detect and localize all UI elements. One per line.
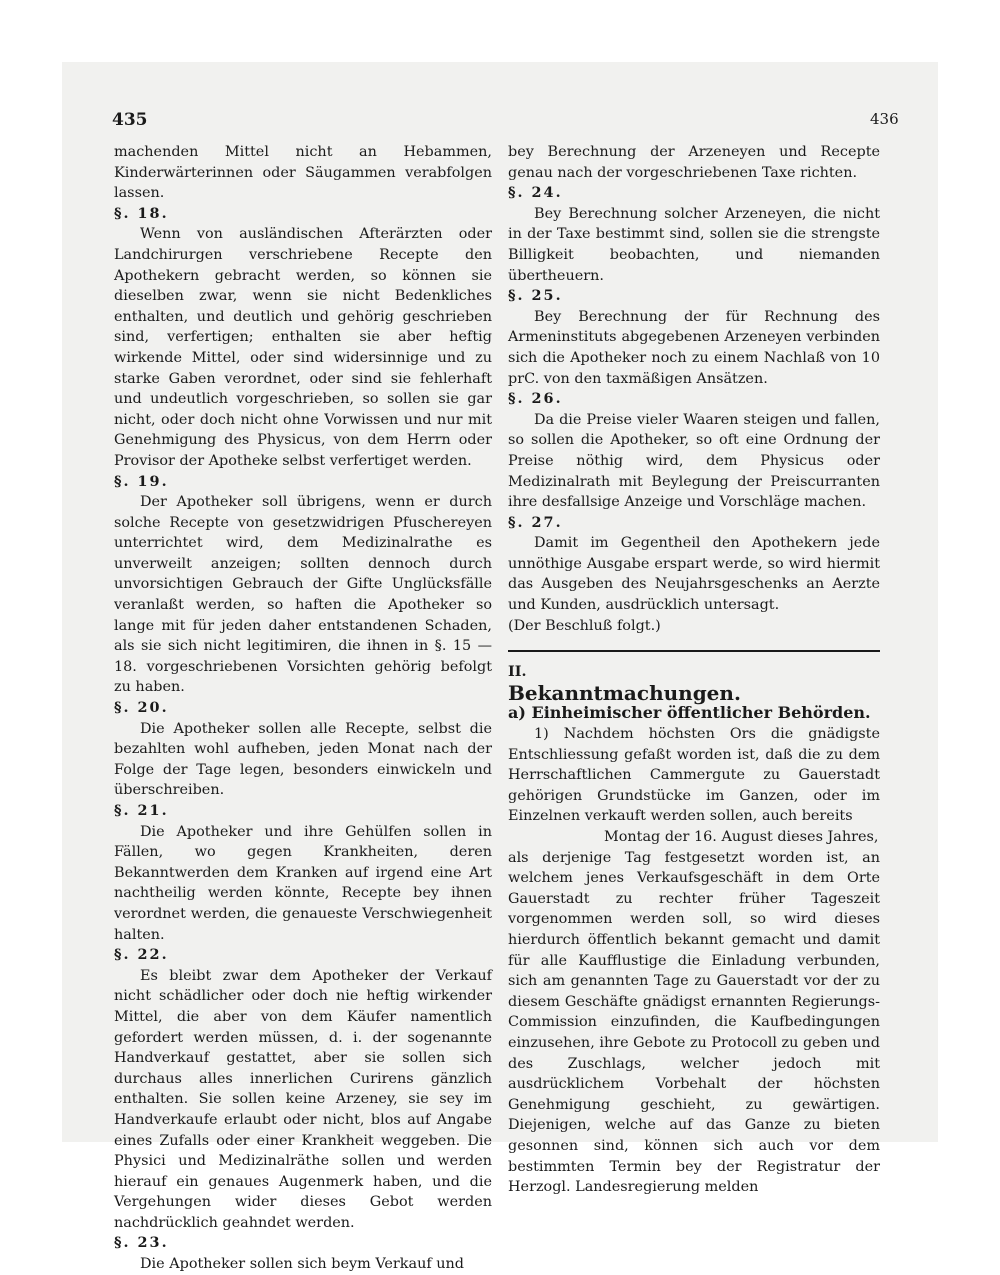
part-numeral: II. (508, 663, 527, 681)
paragraph: bey Berechnung der Arzeneyen und Recepte genau nach der vorgeschriebenen Taxe richten. (508, 144, 880, 181)
section-heading: §. 24. (508, 184, 563, 202)
section-heading: §. 27. (508, 513, 563, 531)
section-heading: §. 20. (114, 699, 169, 717)
section-heading: §. 18. (114, 204, 169, 222)
page-number-right: 436 (870, 110, 899, 128)
section-title: Bekanntmachungen. (508, 680, 741, 705)
subsection-title: a) Einheimischer öffentlicher Behörden. (508, 703, 871, 723)
section-heading: §. 19. (114, 472, 169, 490)
continuation-note: (Der Beschluß folgt.) (508, 617, 661, 634)
section-heading: §. 22. (114, 946, 169, 964)
paragraph: Die Apotheker sollen alle Recepte, selbst die bezahlten wohl aufheben, jeden Monat nach der Folge der Tage legen, besonders einwickeln und überschreiben. (114, 720, 492, 799)
paragraph: Damit im Gegentheil den Apothekern jede unnöthige Ausgabe erspart werde, so wird hiermit das Ausgeben des Neujahrsgeschenks an Aerzte und Kunden, ausdrücklich untersagt. (508, 535, 880, 614)
paragraph: Bey Berechnung der für Rechnung des Armeninstituts abgegebenen Arzeneyen verbinden sich die Apotheker noch zu einem Nachlaß von 10 prC. von den taxmäßigen Ansätzen. (508, 308, 880, 387)
page-number-left: 435 (112, 110, 148, 130)
left-column (114, 142, 492, 1275)
paragraph: Die Apotheker sollen sich beym Verkauf und (140, 1256, 465, 1273)
paragraph: Bey Berechnung solcher Arzeneyen, die nicht in der Taxe bestimmt sind, sollen sie die strengste Billigkeit beobachten, und niemanden übertheuern. (508, 205, 880, 284)
book-spread (62, 62, 938, 1273)
divider (508, 650, 880, 652)
paragraph: machenden Mittel nicht an Hebammen, Kinderwärterinnen oder Säugammen verabfolgen lassen. (114, 144, 492, 202)
paragraph: Die Apotheker und ihre Gehülfen sollen in Fällen, wo gegen Krankheiten, deren Bekanntwerden dem Kranken auf irgend eine Art nachtheilig werden könnte, Recepte bey ihnen verordnet werden, die genaueste Verschwiegenheit halten. (114, 823, 492, 943)
paragraph: Da die Preise vieler Waaren steigen und fallen, so sollen die Apotheker, so oft eine Ordnung der Preise nöthig wird, dem Physicus oder Medizinalrath mit Beylegung der Preiscurranten ihre desfallsige Anzeige und Vorschläge machen. (508, 411, 880, 511)
date-line: Montag der 16. August dieses Jahres, (604, 829, 879, 845)
right-column (508, 142, 880, 1198)
paragraph: als derjenige Tag festgesetzt worden ist, an welchem jenes Verkaufsgeschäft in dem Orte Gauerstadt zu rechter früher Tageszeit vorgenommen werden soll, so wird dieses hierdurch öffentlich bekannt gemacht und damit für alle Kaufflustige die Einladung verbunden, sich am genannten Tage zu Gauerstadt vor der zu diesem Geschäfte gnädigst ernannten Regierungs-Commission einzufinden, die Kaufbedingungen einzusehen, ihre Gebote zu Protocoll zu geben und des Zuschlags, welcher jedoch mit ausdrücklichem Vorbehalt der höchsten Genehmigung geschieht, zu gewärtigen. Diejenigen, welche auf das Ganze zu bieten gesonnen sind, können sich auch vor dem bestimmten Termin bey der Registratur der Herzogl. Landesregierung melden (508, 849, 881, 1196)
paragraph: Der Apotheker soll übrigens, wenn er durch solche Recepte von gesetzwidrigen Pfuschereyen unterrichtet wird, dem Medizinalrathe es unverweilt anzeigen; sollten dennoch durch unvorsichtigen Gebrauch der Gifte Unglücksfälle veranlaßt werden, so haften die Apotheker so lange mit für jeden daher entstandenen Schaden, als sie sich nicht legitimiren, die ihnen in §. 15 — 18. vorgeschriebenen Vorsichten gehörig befolgt zu haben. (114, 494, 492, 696)
section-heading: §. 23. (114, 1234, 169, 1252)
paragraph: Wenn von ausländischen Afterärzten oder Landchirurgen verschriebene Recepte den Apothekern gebracht werden, so können sie dieselben zwar, wenn sie nicht Bedenkliches enthalten, und deutlich und gehörig geschrieben sind, verfertigen; enthalten sie aber heftig wirkende Mittel, oder sind widersinnige und zu starke Gaben verordnet, oder sind sie fehlerhaft und undeutlich vorgeschrieben, so sollen sie gar nicht, oder doch nicht ohne Vorwissen und nur mit Genehmigung des Physicus, von dem Herrn oder Provisor der Apotheke selbst verfertiget werden. (114, 226, 492, 469)
paragraph: Es bleibt zwar dem Apotheker der Verkauf nicht schädlicher oder doch nie heftig wirkender Mittel, die aber von dem Käufer namentlich gefordert werden müssen, d. i. der sogenannte Handverkauf gestattet, aber sie sollen sich durchaus alles innerlichen Curirens gänzlich enthalten. Sie sollen keine Arzeney, sie sey im Handverkaufe erlaubt oder nicht, blos auf Angabe eines Zufalls oder einer Krankheit weggeben. Die Physici und Medizinalräthe sollen und werden hierauf ein genaues Augenmerk haben, und die Vergehungen wider dieses Gebot werden nachdrücklich geahndet werden. (114, 967, 492, 1231)
section-heading: §. 26. (508, 390, 563, 408)
section-heading: §. 25. (508, 287, 563, 305)
section-heading: §. 21. (114, 802, 169, 819)
paragraph: 1) Nachdem höchsten Ors die gnädigste Entschliessung gefaßt worden ist, daß die zu dem Herrschaftlichen Cammergute zu Gauerstadt gehörigen Grundstücke im Ganzen, oder im Einzelnen verkauft werden sollen, auch bereits (508, 726, 880, 825)
